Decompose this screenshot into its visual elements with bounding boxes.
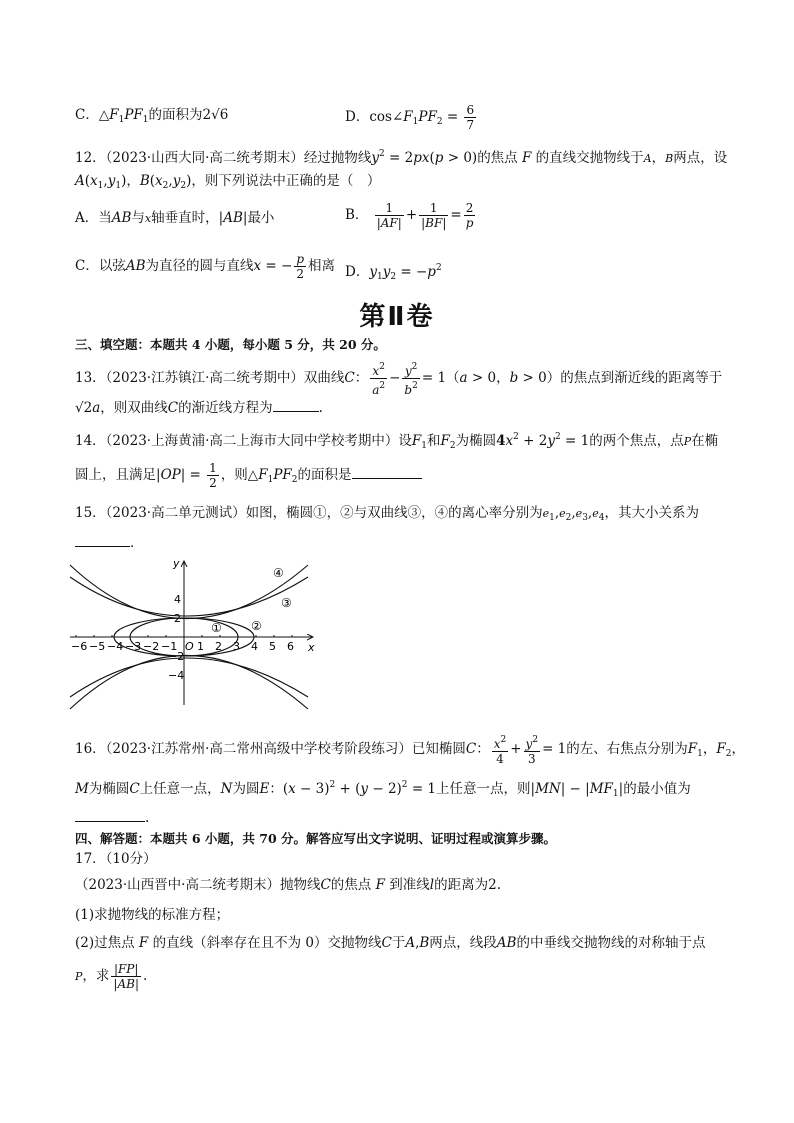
hyperbola-4-lower (70, 656, 308, 710)
q17-part2-line1: (2)过焦点 F 的直线（斜率存在且不为 0）交抛物线C于A,B两点，线段AB的中垂线交抛物线的对称轴于点 (75, 935, 706, 951)
x-tick-label: 2 (215, 640, 222, 653)
q14-line2: 圆上，且满足|OP| = $\frac{1}{2}$ ，则$\triangle F_1PF_2$的面积是 (75, 461, 422, 490)
section-title: 第Ⅱ卷 (359, 302, 435, 332)
q12-stem-line2: $A(x_1,y_1)$，$B(x_2,y_2)$，则下列说法中正确的是（ ） (75, 173, 381, 191)
curve-label-1: ① (211, 621, 222, 635)
y-tick-label: 2 (174, 612, 181, 625)
y-tick-label: 4 (174, 593, 181, 606)
curve-label-2: ② (251, 619, 262, 633)
q17-stem: （2023·山西晋中·高二统考期末）抛物线C的焦点 F 到准线l的距离为2. (75, 877, 501, 893)
q12-option-b: B． $\frac{1}{|AF|}$ + $\frac{1}{|BF|}$ = $\frac{2}{p}$ (345, 201, 474, 230)
x-tick-label: 5 (269, 640, 276, 653)
conic-figure (68, 555, 328, 710)
curve-label-3: ③ (281, 596, 292, 610)
q16-blank: . (75, 808, 149, 828)
y-tick-label: −4 (168, 669, 185, 682)
x-tick-label: −3 (125, 640, 142, 653)
q11-option-d: D．$\cos\angle F_1PF_2$ = $\frac{6}{7}$ (345, 103, 475, 132)
x-tick-label: 1 (197, 640, 204, 653)
x-tick-label: 4 (251, 640, 258, 653)
x-tick-label: −6 (71, 640, 88, 653)
q14-line1: 14．（2023·上海黄浦·高二上海市大同中学校考期中）设$F_1$和$F_2$为椭圆$4x^2 + 2y^2 = 1$的两个焦点，点P在椭 (75, 432, 719, 451)
q16-line1: 16．（2023·江苏常州·高二常州高级中学校考阶段练习）已知椭圆C： $\frac{x^2}{4}$ + $\frac{y^2}{3}$ = 1的左、右焦点分别为$F_1$，$F_2$， (75, 735, 745, 766)
q17-header: 17．（10分） (75, 851, 157, 867)
q12-stem-line1: 12．（2023·山西大同·高二统考期末）经过抛物线$y^2 = 2px(p > 0)$的焦点 F 的直线交抛物线于A，B两点，设 (75, 149, 728, 166)
x-tick-label: −5 (89, 640, 106, 653)
hyperbola-3-upper (70, 577, 308, 616)
x-axis-label: x (308, 641, 315, 654)
q12-option-a: A．当AB与x轴垂直时，|AB|最小 (75, 210, 275, 226)
part3-heading: 三、填空题：本题共 4 小题，每小题 5 分，共 20 分。 (75, 337, 386, 352)
y-tick-label: −2 (168, 650, 185, 663)
q16-line2: M为椭圆C上任意一点，N为圆E：$(x - 3)^2 + (y - 2)^2 = 1$上任意一点，则$|MN| - |MF_1|$的最小值为 (75, 780, 691, 799)
q13-line1: 13．（2023·江苏镇江·高二统考期中）双曲线C： $\frac{x^2}{a^2}$ − $\frac{y^2}{b^2}$ = 1（a > 0，b > 0）的焦点到渐近线的距离等于 (75, 362, 723, 397)
x-tick-label: 6 (287, 640, 294, 653)
x-tick-label: −1 (161, 640, 178, 653)
hyperbola-3-lower (70, 658, 308, 697)
q15-line1: 15．（2023·高二单元测试）如图，椭圆①，②与双曲线③，④的离心率分别为$e_1,e_2,e_3,e_4$，其大小关系为 (75, 505, 699, 523)
curve-label-4: ④ (273, 566, 284, 580)
part4-heading: 四、解答题：本题共 6 小题，共 70 分。解答应写出文字说明、证明过程或演算步骤。 (75, 831, 557, 846)
q17-part2-line2: P，求 $\frac{|FP|}{|AB|}$ . (75, 962, 148, 991)
y-axis-label: y (173, 557, 180, 570)
q12-option-d: D．$y_1y_2 = -p^2$ (345, 263, 442, 282)
x-tick-label: O (185, 640, 194, 653)
q12-option-c: C．以弦AB为直径的圆与直线x = − $\frac{p}{2}$ 相离 (75, 252, 336, 281)
q15-line2: ． (75, 533, 144, 553)
x-tick-label: −4 (107, 640, 124, 653)
x-tick-label: 3 (233, 640, 240, 653)
q13-line2: √2a，则双曲线C的渐近线方程为 . (75, 400, 323, 416)
q11-option-c: C．$\triangle F_1PF_1$的面积为2√6 (75, 107, 229, 125)
q17-part1: (1)求抛物线的标准方程； (75, 907, 230, 923)
x-tick-label: −2 (143, 640, 160, 653)
